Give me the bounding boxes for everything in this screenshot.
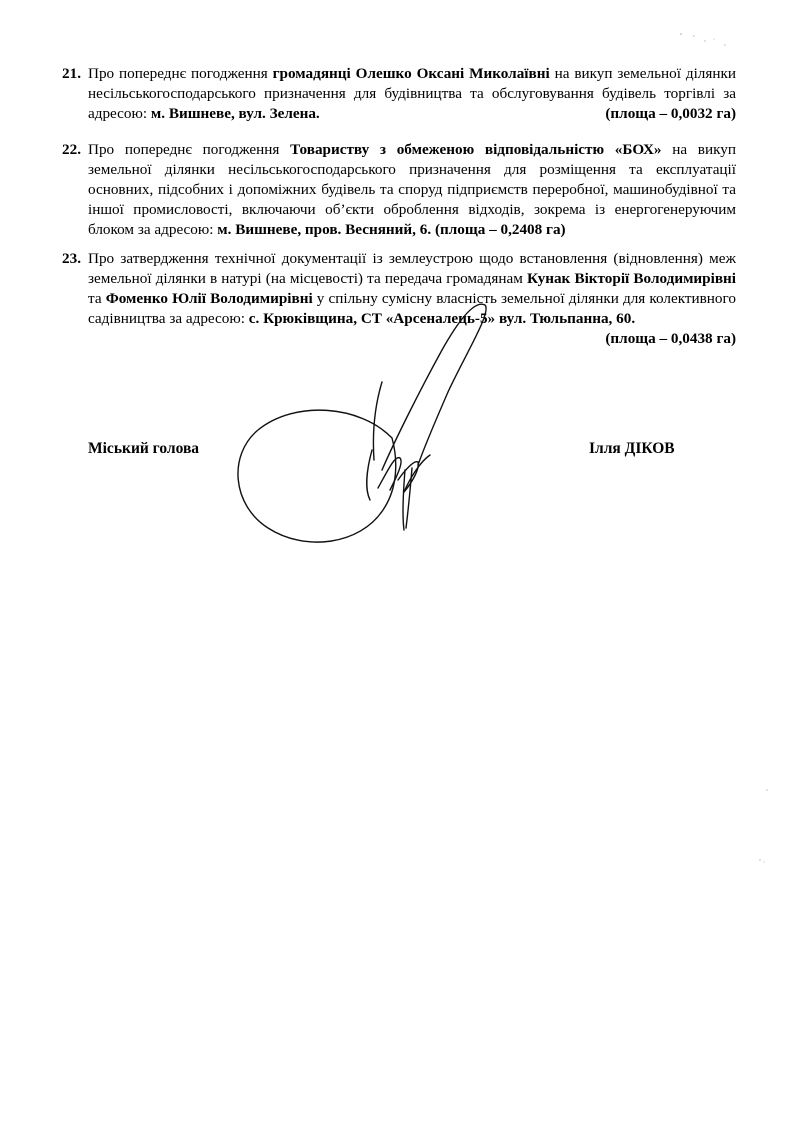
recipient-name: Кунак Вікторії Володимирівні	[526, 270, 736, 287]
item-number: 21.	[62, 65, 81, 82]
item-text-part: Про попереднє погодження	[88, 141, 291, 158]
item-number: 22.	[62, 141, 81, 158]
area-value: (площа – 0,0032 га)	[605, 105, 736, 122]
recipient-name: громадянці Олешко Оксані Миколаївні	[272, 65, 550, 82]
address: с. Крюківщина, СТ «Арсеналець-5» вул. Тюльпанна, 60.	[248, 310, 636, 327]
recipient-name: Товариству з обмеженою відповідальністю «БОХ»	[290, 141, 662, 158]
item-number: 23.	[62, 250, 81, 267]
address: м. Вишневе, вул. Зелена.	[150, 105, 320, 122]
item-text-part: Про затвердження технічної документації із землеустрою щодо встановлення (відновлення) меж земельної ділянки в натурі (на місцевості) та передача громадянам	[88, 250, 736, 287]
signatory-name: Ілля ДІКОВ	[589, 440, 675, 457]
signatory-position: Міський голова	[88, 440, 200, 457]
address: м. Вишневе, пров. Весняний, 6.	[217, 221, 432, 238]
area-value: (площа – 0,0438 га)	[605, 330, 736, 347]
item-text-part: у спільну сумісну власність земельної ділянки для колективного садівництва за адресою:	[88, 290, 736, 327]
recipient-name: Фоменко Юлії Володимирівні	[105, 290, 313, 307]
item-text-part: та	[88, 290, 106, 307]
item-text-part: Про попереднє погодження	[88, 65, 273, 82]
item-text-part: на викуп земельної ділянки несільськогосподарського призначення для розміщення та експлуатації основних, підсобних і допоміжних будівель та споруд підприємств переробної, машинобудівної та іншої промисловості, включаючи об’єкти оброблення відходів, зокрема із енергогенеруючим блоком за адресою:	[88, 141, 736, 238]
item-text-part: на викуп земельної ділянки несільськогосподарського призначення для будівництва та обслуговування будівель торгівлі за адресою:	[88, 65, 736, 122]
area-value: (площа – 0,2408 га)	[434, 221, 566, 238]
